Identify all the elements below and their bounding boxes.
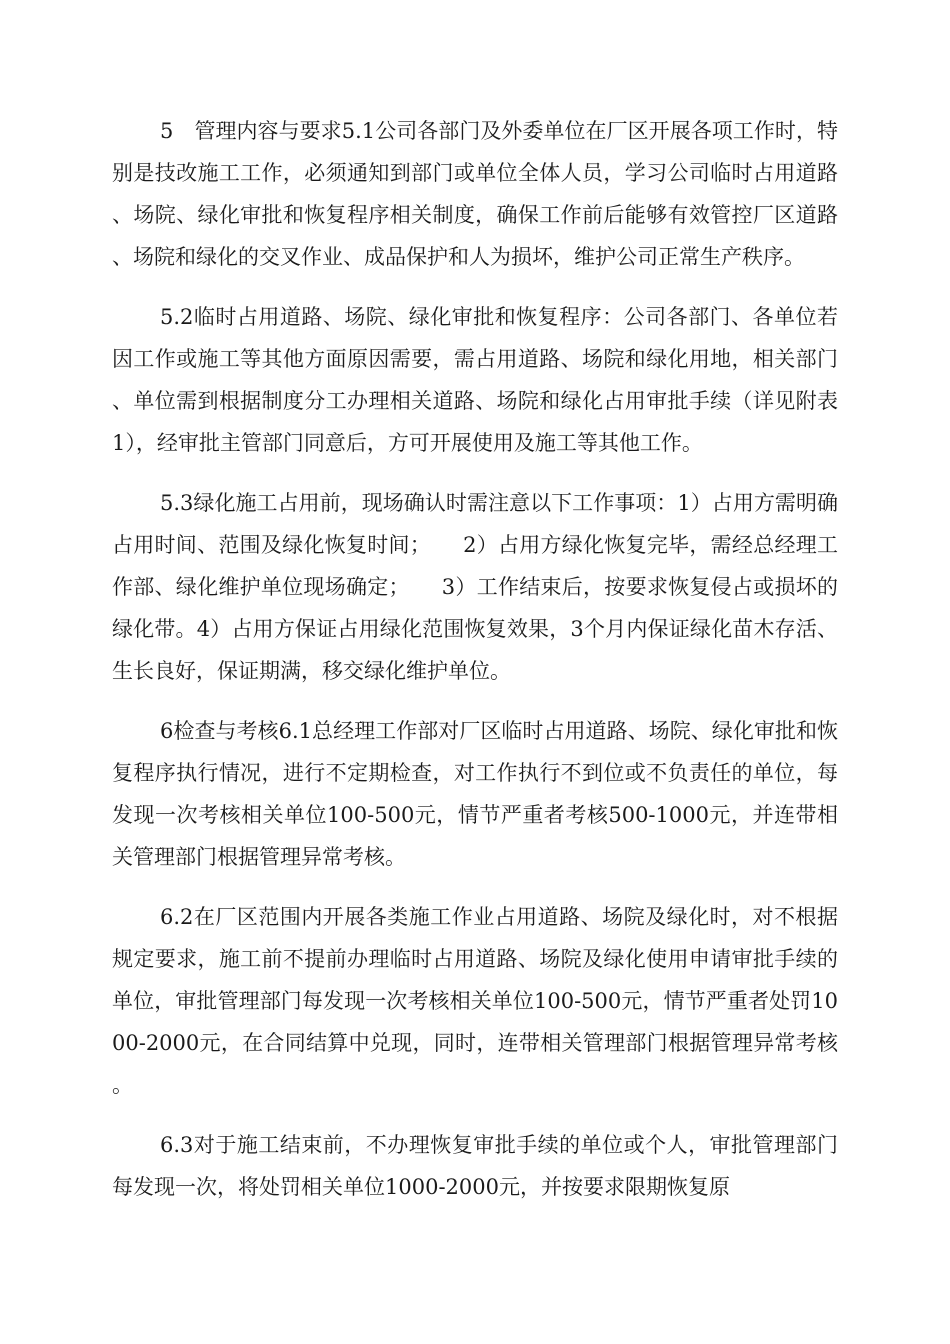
document-body bbox=[112, 110, 838, 1226]
paragraph-section-5-2: 5.2临时占用道路、场院、绿化审批和恢复程序：公司各部门、各单位若因工作或施工等其他方面原因需要，需占用道路、场院和绿化用地，相关部门、单位需到根据制度分工办理相关道路、场院和绿化占用审批手续（详见附表1），经审批主管部门同意后，方可开展使用及施工等其他工作。 bbox=[112, 305, 838, 455]
paragraph-section-6-2: 6.2在厂区范围内开展各类施工作业占用道路、场院及绿化时，对不根据规定要求，施工前不提前办理临时占用道路、场院及绿化使用申请审批手续的单位，审批管理部门每发现一次考核相关单位100-500元，情节严重者处罚1000-2000元，在合同结算中兑现，同时，连带相关管理部门根据管理异常考核。 bbox=[112, 905, 838, 1097]
paragraph-section-5-3: 5.3绿化施工占用前，现场确认时需注意以下工作事项：1）占用方需明确占用时间、范围及绿化恢复时间； 2）占用方绿化恢复完毕，需经总经理工作部、绿化维护单位现场确定； 3）工作结束后，按要求恢复侵占或损坏的绿化带。4）占用方保证占用绿化范围恢复效果，3个月内保证绿化苗木存活、生长良好，保证期满，移交绿化维护单位。 bbox=[112, 491, 838, 683]
paragraph-section-6-3: 6.3对于施工结束前，不办理恢复审批手续的单位或个人，审批管理部门每发现一次，将处罚相关单位1000-2000元，并按要求限期恢复原 bbox=[112, 1133, 838, 1199]
paragraph-section-5-1: 5 管理内容与要求5.1公司各部门及外委单位在厂区开展各项工作时，特别是技改施工工作，必须通知到部门或单位全体人员，学习公司临时占用道路、场院、绿化审批和恢复程序相关制度，确保工作前后能够有效管控厂区道路、场院和绿化的交叉作业、成品保护和人为损坏，维护公司正常生产秩序。 bbox=[112, 119, 838, 269]
paragraph-section-6-1: 6检查与考核6.1总经理工作部对厂区临时占用道路、场院、绿化审批和恢复程序执行情况，进行不定期检查，对工作执行不到位或不负责任的单位，每发现一次考核相关单位100-500元，情节严重者考核500-1000元，并连带相关管理部门根据管理异常考核。 bbox=[112, 719, 838, 869]
